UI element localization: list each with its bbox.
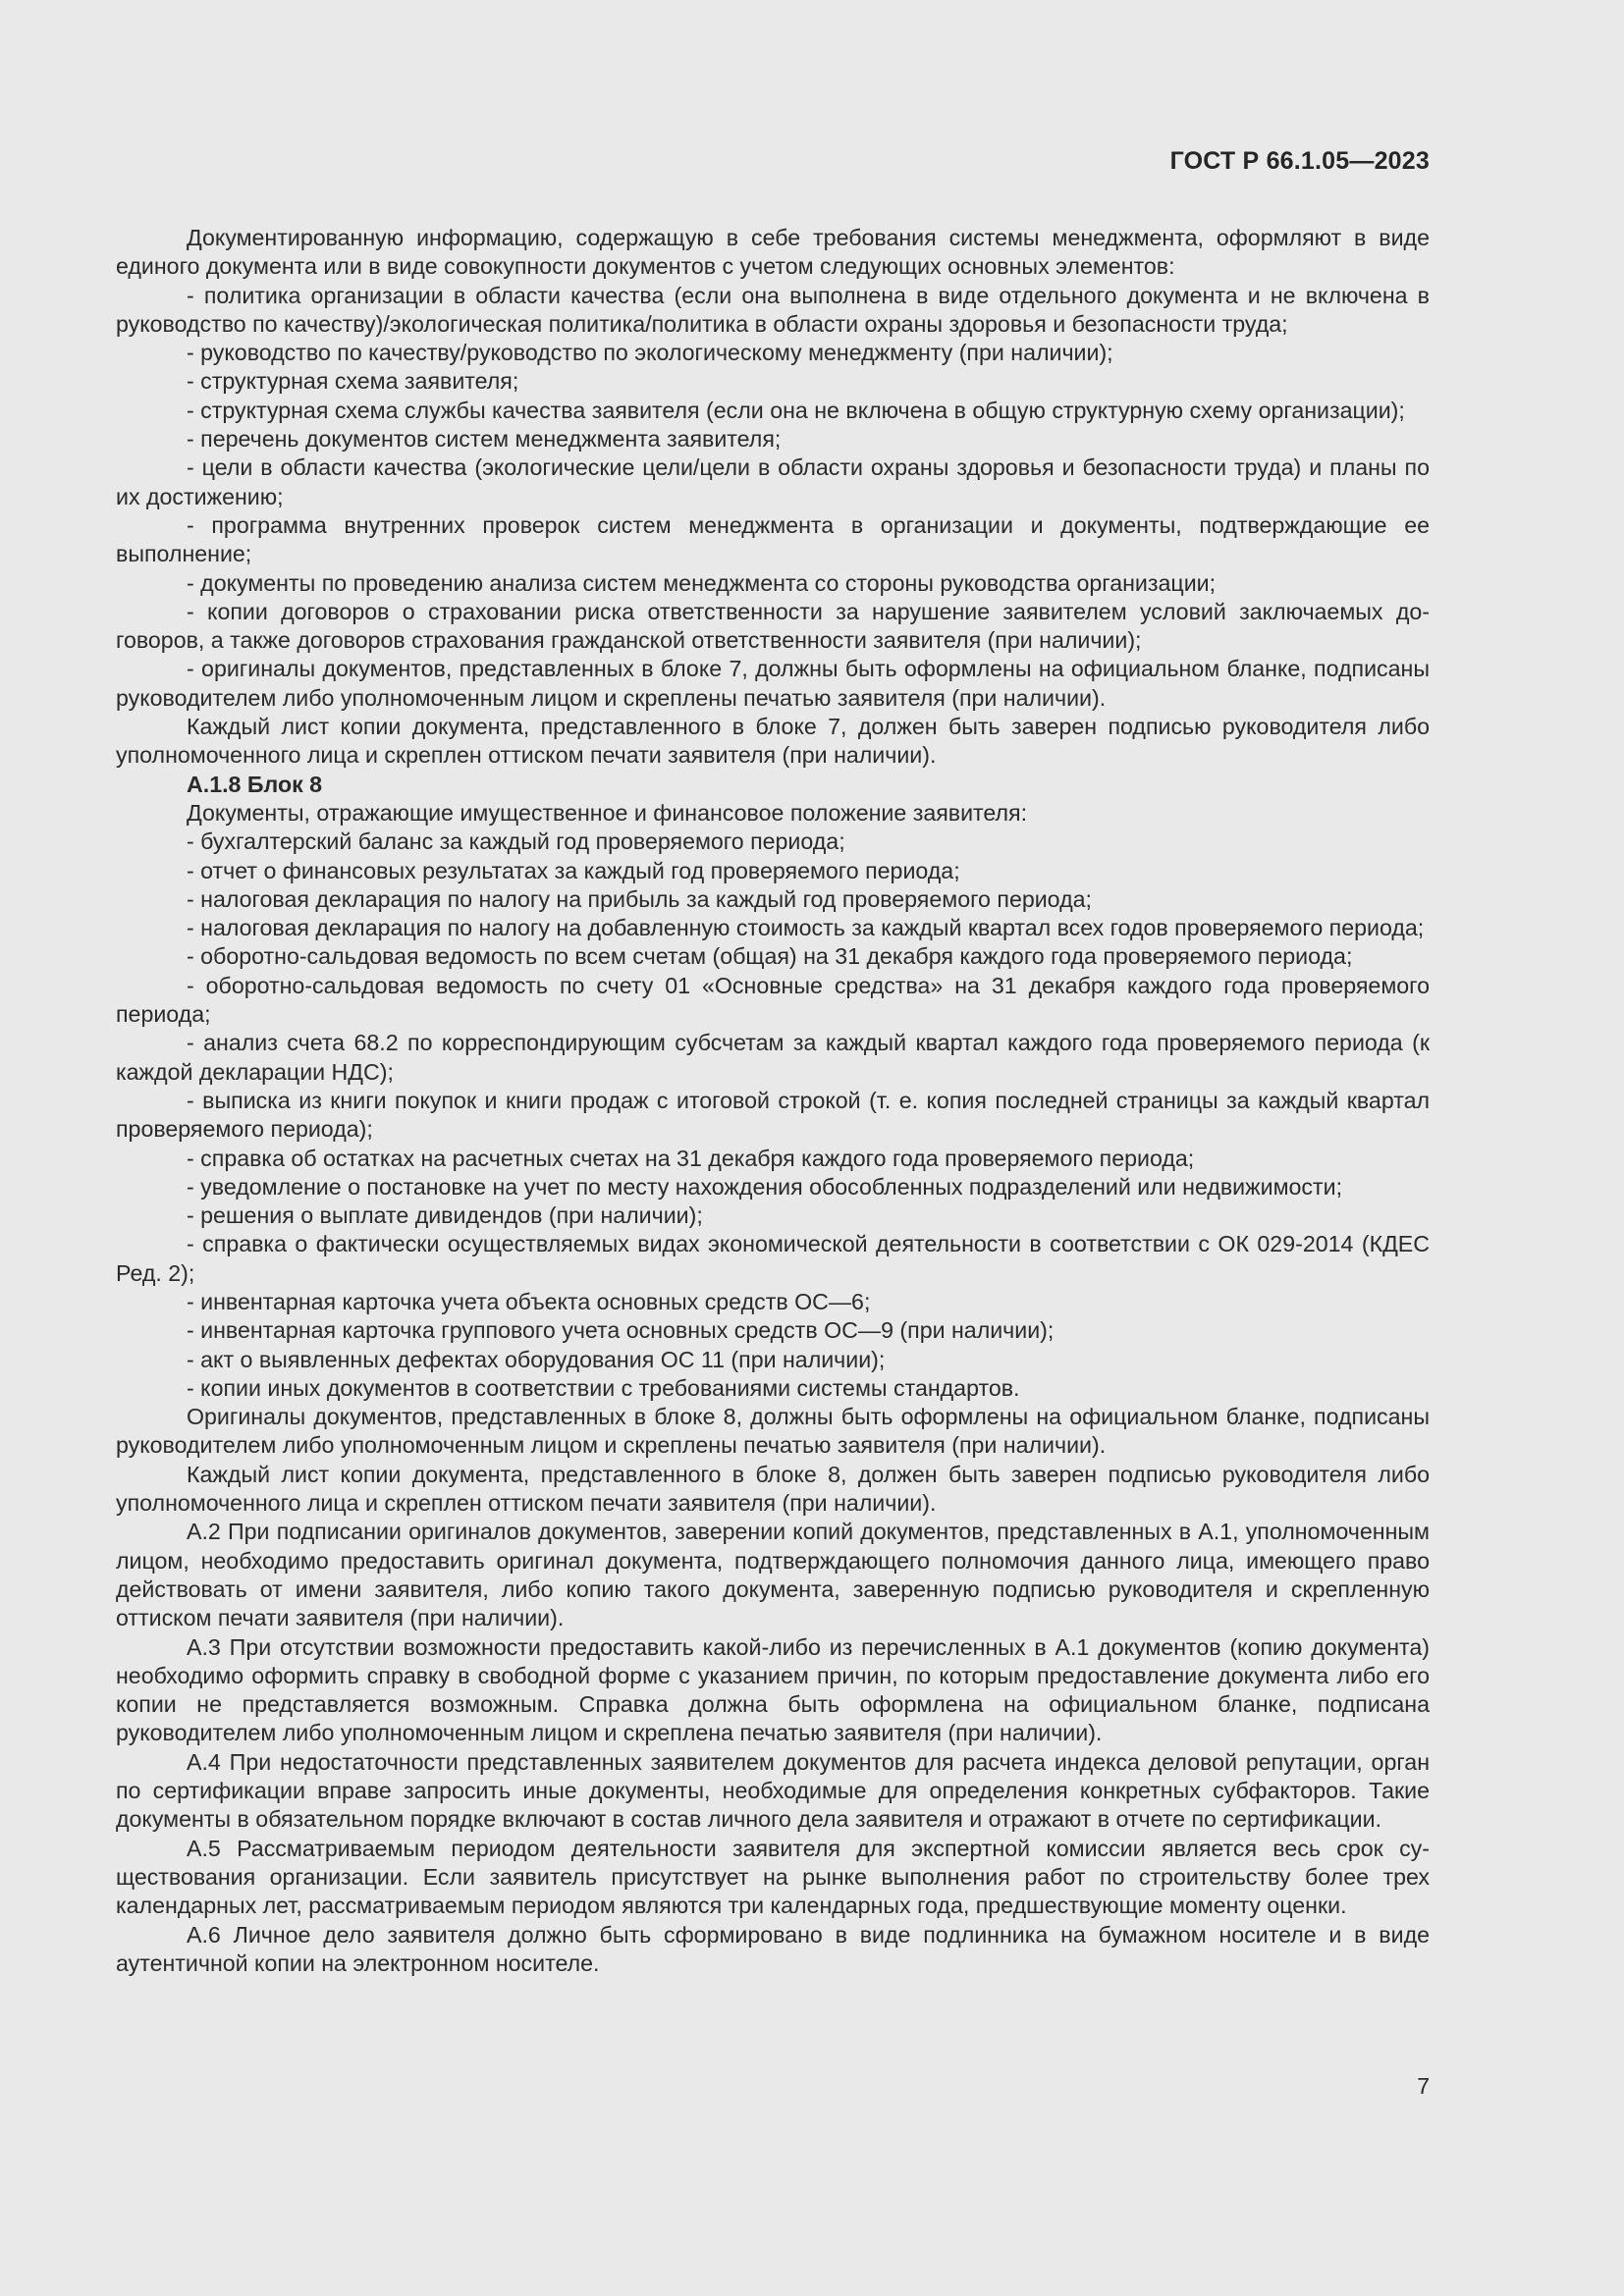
body-paragraph: - инвентарная карточка учета объекта основных средств ОС—6; <box>187 1288 871 1314</box>
document-code: ГОСТ Р 66.1.05—2023 <box>1169 147 1430 175</box>
body-paragraph: А.3 При отсутствии возможности предоставить какой-либо из перечисленных в А.1 документов (копию документа) необходимо оформить справку в свободной форме с указанием причин, по которым предоставление документа либо его копии не представляется возможным. Справка должна быть оформлена на официальном бланке, подписана руководителем либо уполномоченным лицом и скреплена печатью заявителя (при наличии). <box>116 1633 1430 1746</box>
body-paragraph: - уведомление о постановке на учет по месту нахождения обособленных подразделений или недвижимости; <box>187 1173 1343 1200</box>
body-paragraph: - налоговая декларация по налогу на прибыль за каждый год проверяемого периода; <box>187 885 1092 912</box>
body-paragraph: - справка об остатках на расчетных счетах на 31 декабря каждого года проверяемого периода; <box>187 1145 1195 1171</box>
body-paragraph: - выписка из книги покупок и книги продаж с итоговой строкой (т. е. копия последней страницы за каждый квартал проверяемого периода); <box>116 1087 1430 1143</box>
body-paragraph: - оборотно-сальдовая ведомость по счету 01 «Основные средства» на 31 декабря каждого года проверяемого периода; <box>116 972 1430 1028</box>
body-paragraph: А.6 Личное дело заявителя должно быть сформировано в виде подлинника на бумажном носителе и в виде аутентичной копии на электронном носителе. <box>116 1921 1430 1976</box>
body-paragraph: - бухгалтерский баланс за каждый год проверяемого периода; <box>187 828 845 855</box>
body-paragraph: - акт о выявленных дефектах оборудования ОС 11 (при наличии); <box>187 1346 886 1372</box>
body-paragraph: А.5 Рассматриваемым периодом деятельности заявителя для экспертной комиссии является весь срок существования организации. Если заявитель присутствует на рынке выполнения работ по строительству более трех календарных лет, рассматриваемым периодом являются три календарных года, предшествующие моменту оценки. <box>116 1835 1430 1919</box>
page-number: 7 <box>1417 2073 1430 2099</box>
body-paragraph: Каждый лист копии документа, представленного в блоке 7, должен быть заверен подписью руководителя либо уполномоченного лица и скреплен оттиском печати заявителя (при наличии). <box>116 714 1430 769</box>
body-paragraph: - оборотно-сальдовая ведомость по всем счетам (общая) на 31 декабря каждого года проверяемого периода; <box>187 943 1353 970</box>
body-paragraph: - отчет о финансовых результатах за каждый год проверяемого периода; <box>187 857 960 883</box>
body-paragraph: - копии договоров о страховании риска ответственности за нарушение заявителем условий заключаемых договоров, а также договоров страхования гражданской ответственности заявителя (при наличии); <box>116 598 1430 654</box>
body-paragraph: - оригиналы документов, представленных в блоке 7, должны быть оформлены на официальном бланке, подписаны руководителем либо уполномоченным лицом и скреплены печатью заявителя (при наличии). <box>116 656 1430 711</box>
body-paragraph: Оригиналы документов, представленных в блоке 8, должны быть оформлены на официальном бланке, подписаны руководителем либо уполномоченным лицом и скреплены печатью заявителя (при наличии). <box>116 1404 1430 1459</box>
body-paragraph: - решения о выплате дивидендов (при наличии); <box>187 1202 703 1229</box>
body-paragraph: - перечень документов систем менеджмента заявителя; <box>187 426 782 453</box>
body-paragraph: - документы по проведению анализа систем менеджмента со стороны руководства организации; <box>187 569 1217 596</box>
body-paragraph: Документы, отражающие имущественное и финансовое положение заявителя: <box>187 799 1028 826</box>
section-heading: А.1.8 Блок 8 <box>187 771 323 797</box>
body-paragraph: - анализ счета 68.2 по корреспондирующим субсчетам за каждый квартал каждого года проверяемого периода (к каждой декларации НДС); <box>116 1030 1430 1085</box>
body-paragraph: - инвентарная карточка группового учета основных средств ОС—9 (при наличии); <box>187 1317 1055 1344</box>
body-paragraph: Каждый лист копии документа, представленного в блоке 8, должен быть заверен подписью руководителя либо уполномоченного лица и скреплен оттиском печати заявителя (при наличии). <box>116 1461 1430 1517</box>
body-paragraph: - структурная схема заявителя; <box>187 368 519 395</box>
document-body <box>116 224 1430 1978</box>
body-paragraph: - налоговая декларация по налогу на добавленную стоимость за каждый квартал всех годов проверяемого периода; <box>187 915 1425 941</box>
body-paragraph: Документированную информацию, содержащую в себе требования системы менеджмента, оформляют в виде единого документа или в виде совокупности документов с учетом следующих основных элементов: <box>116 225 1430 280</box>
body-paragraph: - справка о фактически осуществляемых видах экономической деятельности в соответствии с ОК 029-2014 (КДЕС Ред. 2); <box>116 1231 1430 1286</box>
body-paragraph: - структурная схема службы качества заявителя (если она не включена в общую структурную схему организации); <box>187 397 1405 423</box>
body-paragraph: - политика организации в области качества (если она выполнена в виде отдельного документа и не включена в руководство по качеству)/экологическая политика/политика в области охраны здоровья и безопасности труда; <box>116 282 1430 337</box>
body-paragraph: А.2 При подписании оригиналов документов, заверении копий документов, представленных в А.1, уполномоченным лицом, необходимо предоставить оригинал документа, подтверждающего полномочия данного лица, имеющего право действовать от имени заявителя, либо копию такого документа, заверенную подписью руководителя и скрепленную оттиском печати заявителя (при наличии). <box>116 1519 1430 1631</box>
body-paragraph: А.4 При недостаточности представленных заявителем документов для расчета индекса деловой репутации, орган по сертификации вправе запросить иные документы, необходимые для определения конкретных субфакторов. Такие документы в обязательном порядке включают в состав личного дела заявителя и отражают в отчете по сертификации. <box>116 1748 1430 1833</box>
body-paragraph: - копии иных документов в соответствии с требованиями системы стандартов. <box>187 1374 1020 1401</box>
body-paragraph: - программа внутренних проверок систем менеджмента в организации и документы, подтверждающие ее выполнение; <box>116 511 1430 567</box>
body-paragraph: - цели в области качества (экологические цели/цели в области охраны здоровья и безопасности труда) и планы по их достижению; <box>116 454 1430 509</box>
body-paragraph: - руководство по качеству/руководство по экологическому менеджменту (при наличии); <box>187 340 1113 366</box>
